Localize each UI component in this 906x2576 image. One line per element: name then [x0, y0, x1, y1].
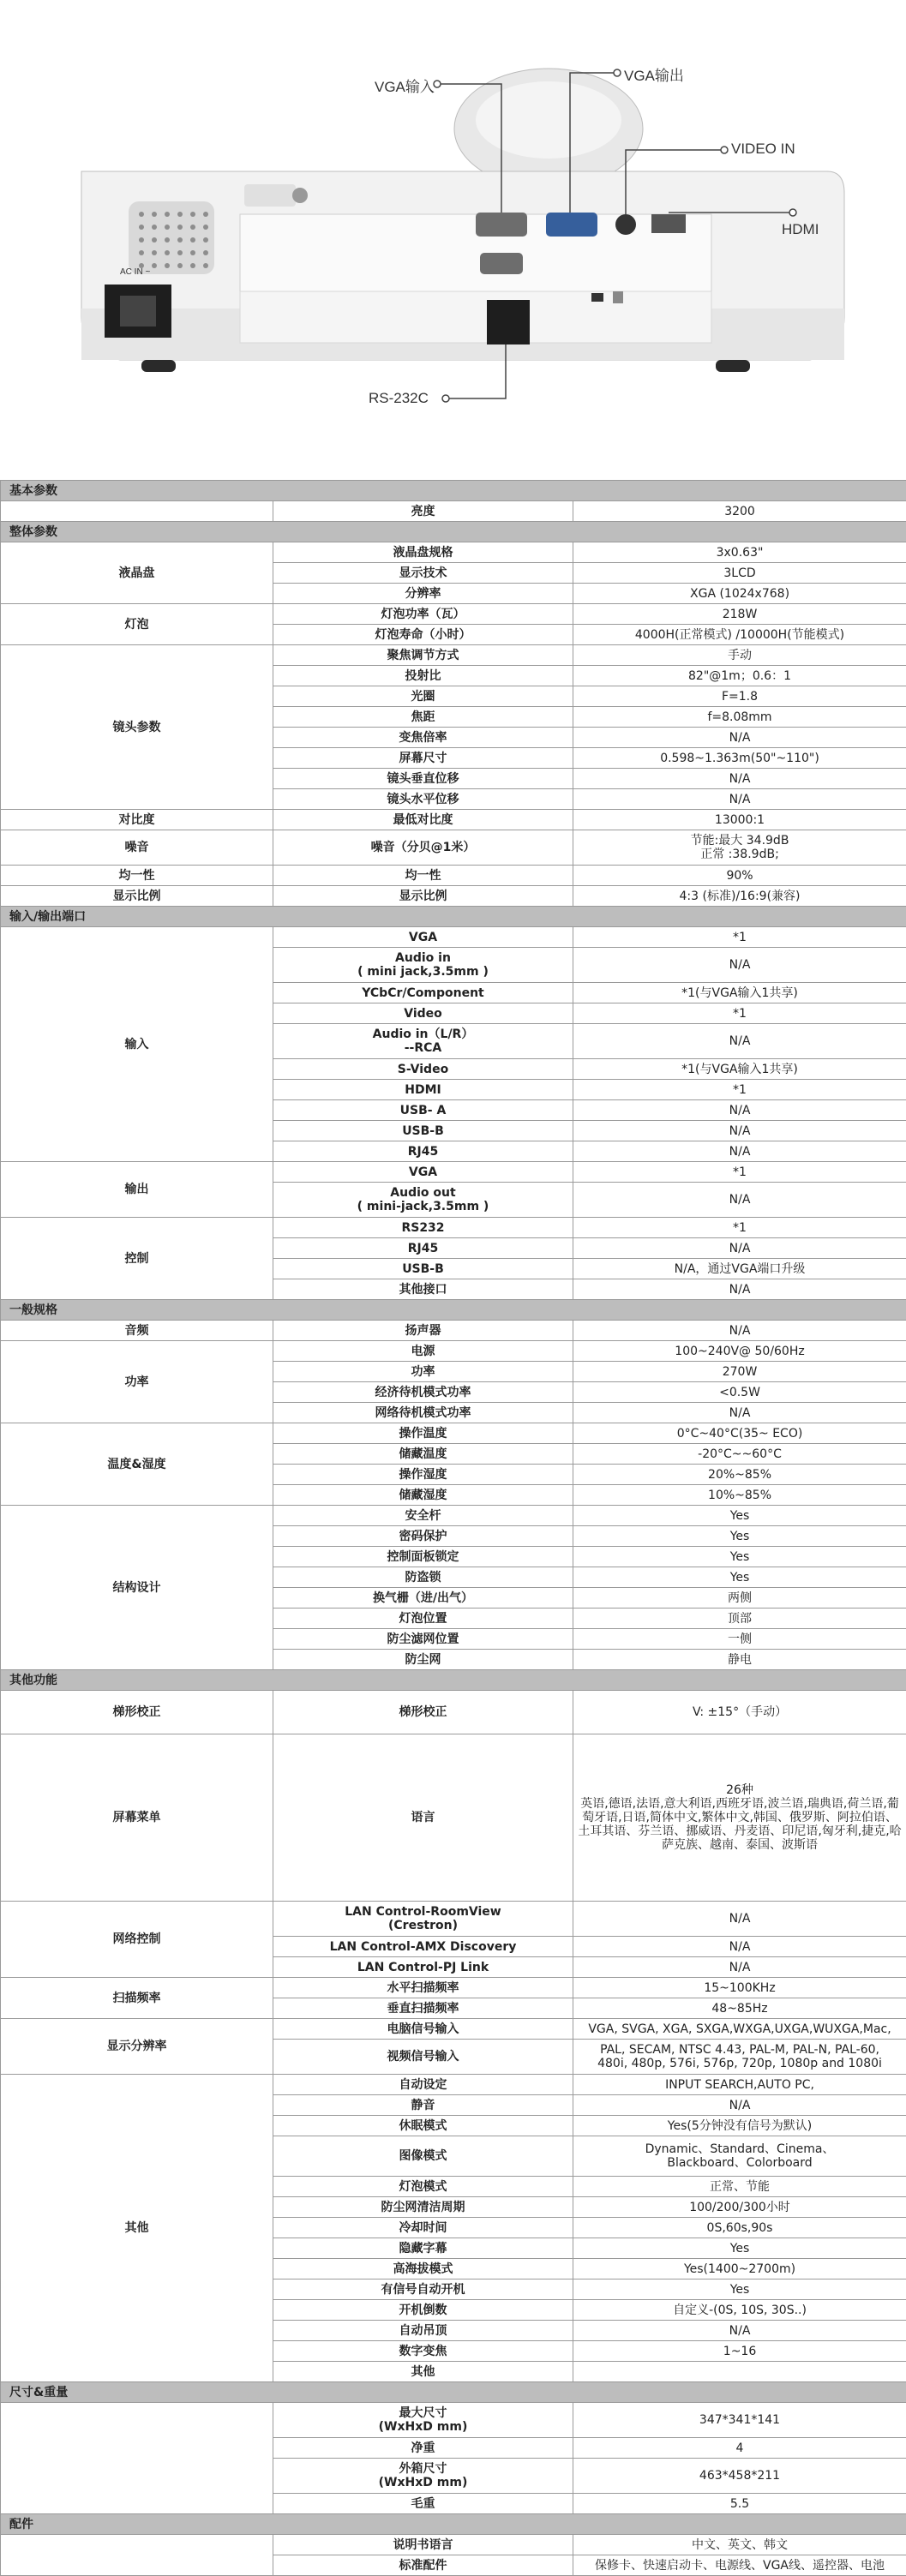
group-label: 音频 [1, 1321, 273, 1341]
param-name: 控制面板锁定 [273, 1547, 573, 1567]
param-name: 亮度 [273, 501, 573, 522]
param-value: N/A [573, 789, 906, 810]
param-value: Yes(5分钟没有信号为默认) [573, 2116, 906, 2136]
param-name: 语言 [273, 1734, 573, 1902]
section-header [1, 1300, 906, 1321]
param-name: 标准配件 [273, 2555, 573, 2576]
param-value: N/A [573, 1321, 906, 1341]
section-header [1, 522, 906, 542]
param-value: 48~85Hz [573, 1998, 906, 2019]
param-name: Audio out ( mini-jack,3.5mm ) [273, 1183, 573, 1218]
param-name: 休眠模式 [273, 2116, 573, 2136]
group-label: 温度&湿度 [1, 1423, 273, 1506]
table-row [1, 1162, 906, 1183]
param-value: Yes [573, 1547, 906, 1567]
param-name: 防尘网 [273, 1650, 573, 1670]
table-row [1, 927, 906, 948]
param-name: 聚焦调节方式 [273, 645, 573, 666]
param-name: 变焦倍率 [273, 728, 573, 748]
projector-illustration [0, 0, 906, 463]
param-value: 5.5 [573, 2494, 906, 2514]
param-value: 两侧 [573, 1588, 906, 1609]
group-label [1, 2403, 273, 2514]
param-value: 3LCD [573, 563, 906, 584]
section-title: 整体参数 [1, 522, 906, 542]
group-label: 屏幕菜单 [1, 1734, 273, 1902]
param-value: N/A [573, 1141, 906, 1162]
section-title: 一般规格 [1, 1300, 906, 1321]
video-in-callout: VIDEO IN [731, 141, 795, 158]
param-value: <0.5W [573, 1382, 906, 1403]
param-name: 操作温度 [273, 1423, 573, 1444]
table-row [1, 810, 906, 830]
param-value: 0°C~40°C(35~ ECO) [573, 1423, 906, 1444]
param-value: VGA, SVGA, XGA, SXGA,WXGA,UXGA,WUXGA,Mac, [573, 2019, 906, 2040]
param-name: 镜头垂直位移 [273, 769, 573, 789]
group-label: 显示比例 [1, 886, 273, 907]
param-value: 26种 英语,德语,法语,意大利语,西班牙语,波兰语,瑞典语,荷兰语,葡萄牙语,日语,简体中文,繁体中文,韩国、俄罗斯、阿拉伯语、土耳其语、芬兰语、挪威语、丹麦语、印尼语,匈牙利,捷克,哈萨克族、越南、泰国、波斯语 [573, 1734, 906, 1902]
param-name: S-Video [273, 1059, 573, 1080]
param-value: 100~240V@ 50/60Hz [573, 1341, 906, 1362]
param-value: 自定义-(0S, 10S, 30S..) [573, 2300, 906, 2321]
param-name: RS232 [273, 1218, 573, 1238]
group-label: 扫描频率 [1, 1978, 273, 2019]
param-value: 3x0.63" [573, 542, 906, 563]
param-name: 防盗锁 [273, 1567, 573, 1588]
section-header [1, 481, 906, 501]
param-name: USB- A [273, 1100, 573, 1121]
param-value: 一侧 [573, 1629, 906, 1650]
section-title: 其他功能 [1, 1670, 906, 1691]
section-title: 基本参数 [1, 481, 906, 501]
param-name: 梯形校正 [273, 1691, 573, 1734]
group-label: 输入 [1, 927, 273, 1162]
param-value: Yes [573, 2279, 906, 2300]
param-value: 82"@1m；0.6：1 [573, 666, 906, 686]
group-label [1, 2535, 273, 2576]
table-row [1, 866, 906, 886]
param-value: N/A [573, 2095, 906, 2116]
table-row [1, 1321, 906, 1341]
section-title: 输入/输出端口 [1, 907, 906, 927]
table-row [1, 501, 906, 522]
group-label: 结构设计 [1, 1506, 273, 1670]
param-value: 15~100KHz [573, 1978, 906, 1998]
param-value: N/A [573, 769, 906, 789]
table-row [1, 1978, 906, 1998]
param-value: Yes [573, 1567, 906, 1588]
param-name: USB-B [273, 1121, 573, 1141]
param-value: Yes [573, 2238, 906, 2259]
section-title: 配件 [1, 2514, 906, 2535]
rs232c-callout: RS-232C [369, 390, 429, 407]
table-row [1, 604, 906, 625]
table-row [1, 1423, 906, 1444]
group-label: 其他 [1, 2075, 273, 2382]
section-header [1, 907, 906, 927]
projector-rear-image [0, 0, 906, 463]
param-name: 视频信号输入 [273, 2040, 573, 2075]
param-value: *1 [573, 1162, 906, 1183]
section-header [1, 1670, 906, 1691]
param-value: N/A [573, 1183, 906, 1218]
param-value: Dynamic、Standard、Cinema、 Blackboard、Colorboard [573, 2136, 906, 2177]
param-value: f=8.08mm [573, 707, 906, 728]
param-name: 防尘网清洁周期 [273, 2197, 573, 2218]
param-name: 功率 [273, 1362, 573, 1382]
table-row [1, 542, 906, 563]
param-value: N/A [573, 1403, 906, 1423]
param-value: 0.598~1.363m(50"~110") [573, 748, 906, 769]
table-row [1, 1218, 906, 1238]
table-row [1, 1734, 906, 1902]
param-name: 有信号自动开机 [273, 2279, 573, 2300]
group-label: 输出 [1, 1162, 273, 1218]
table-row [1, 1691, 906, 1734]
param-name: 分辨率 [273, 584, 573, 604]
param-value: 347*341*141 [573, 2403, 906, 2438]
param-name: 显示技术 [273, 563, 573, 584]
param-value: 4 [573, 2438, 906, 2459]
param-name: 储藏温度 [273, 1444, 573, 1465]
param-name: 最低对比度 [273, 810, 573, 830]
param-value [573, 2362, 906, 2382]
param-value: *1 [573, 1080, 906, 1100]
spec-table-container [0, 480, 906, 2576]
param-name: LAN Control-PJ Link [273, 1957, 573, 1978]
param-name: 安全杆 [273, 1506, 573, 1526]
param-value: V: ±15°（手动） [573, 1691, 906, 1734]
param-name: Audio in ( mini jack,3.5mm ) [273, 948, 573, 983]
table-row [1, 886, 906, 907]
param-name: 自动设定 [273, 2075, 573, 2095]
param-value: Yes [573, 1526, 906, 1547]
param-name: 电脑信号输入 [273, 2019, 573, 2040]
param-name: 换气栅（进/出气） [273, 1588, 573, 1609]
group-label: 控制 [1, 1218, 273, 1300]
param-name: 隐藏字幕 [273, 2238, 573, 2259]
group-label: 均一性 [1, 866, 273, 886]
param-name: 最大尺寸 (WxHxD mm) [273, 2403, 573, 2438]
param-name: 显示比例 [273, 886, 573, 907]
vga-out-callout: VGA输出 [624, 63, 684, 85]
param-name: 均一性 [273, 866, 573, 886]
param-name: 储藏湿度 [273, 1485, 573, 1506]
section-header [1, 2382, 906, 2403]
param-value: 218W [573, 604, 906, 625]
param-name: 外箱尺寸 (WxHxD mm) [273, 2459, 573, 2494]
param-value: *1 [573, 1003, 906, 1024]
param-name: RJ45 [273, 1238, 573, 1259]
param-name: LAN Control-AMX Discovery [273, 1937, 573, 1957]
param-value: *1(与VGA输入1共享) [573, 1059, 906, 1080]
param-name: 自动吊顶 [273, 2321, 573, 2341]
group-label: 液晶盘 [1, 542, 273, 604]
group-label: 噪音 [1, 830, 273, 866]
param-name: 灯泡寿命（小时） [273, 625, 573, 645]
param-value: 0S,60s,90s [573, 2218, 906, 2238]
param-name: RJ45 [273, 1141, 573, 1162]
param-value: 90% [573, 866, 906, 886]
param-value: *1 [573, 927, 906, 948]
param-name: Video [273, 1003, 573, 1024]
param-name: 其他 [273, 2362, 573, 2382]
param-value: 顶部 [573, 1609, 906, 1629]
param-name: LAN Control-RoomView (Crestron) [273, 1902, 573, 1937]
param-name: 开机倒数 [273, 2300, 573, 2321]
param-name: 说明书语言 [273, 2535, 573, 2555]
param-name: 电源 [273, 1341, 573, 1362]
param-value: 保修卡、快速启动卡、电源线、VGA线、遥控器、电池 [573, 2555, 906, 2576]
param-name: 投射比 [273, 666, 573, 686]
param-value: N/A [573, 1100, 906, 1121]
param-name: 经济待机模式功率 [273, 1382, 573, 1403]
param-name: 毛重 [273, 2494, 573, 2514]
param-value: 节能:最大 34.9dB 正常 :38.9dB; [573, 830, 906, 866]
param-value: *1(与VGA输入1共享) [573, 983, 906, 1003]
param-value: N/A [573, 1937, 906, 1957]
param-value: 4:3 (标准)/16:9(兼容) [573, 886, 906, 907]
param-value: N/A [573, 1024, 906, 1059]
param-name: USB-B [273, 1259, 573, 1279]
group-label: 对比度 [1, 810, 273, 830]
param-name: 屏幕尺寸 [273, 748, 573, 769]
param-name: 扬声器 [273, 1321, 573, 1341]
group-label [1, 501, 273, 522]
hdmi-callout: HDMI [782, 221, 819, 238]
param-value: PAL, SECAM, NTSC 4.43, PAL-M, PAL-N, PAL-60, 480i, 480p, 576i, 576p, 720p, 1080p and 1080i [573, 2040, 906, 2075]
param-name: 高海拔模式 [273, 2259, 573, 2279]
section-title: 尺寸&重量 [1, 2382, 906, 2403]
param-value: 正常、节能 [573, 2177, 906, 2197]
table-row [1, 830, 906, 866]
group-label: 网络控制 [1, 1902, 273, 1978]
param-value: N/A [573, 728, 906, 748]
table-row [1, 2075, 906, 2095]
param-name: 操作湿度 [273, 1465, 573, 1485]
group-label: 镜头参数 [1, 645, 273, 810]
param-value: 4000H(正常模式) /10000H(节能模式) [573, 625, 906, 645]
param-value: 中文、英文、韩文 [573, 2535, 906, 2555]
param-name: 数字变焦 [273, 2341, 573, 2362]
param-name: 静音 [273, 2095, 573, 2116]
param-name: 灯泡功率（瓦） [273, 604, 573, 625]
param-value: 静电 [573, 1650, 906, 1670]
param-value: 手动 [573, 645, 906, 666]
param-value: 20%~85% [573, 1465, 906, 1485]
param-name: 图像模式 [273, 2136, 573, 2177]
param-value: -20°C~~60°C [573, 1444, 906, 1465]
param-value: N/A [573, 1238, 906, 1259]
param-name: 液晶盘规格 [273, 542, 573, 563]
param-value: Yes(1400~2700m) [573, 2259, 906, 2279]
table-row [1, 2019, 906, 2040]
param-name: VGA [273, 1162, 573, 1183]
group-label: 灯泡 [1, 604, 273, 645]
table-row [1, 2403, 906, 2438]
param-value: XGA (1024x768) [573, 584, 906, 604]
param-value: 100/200/300小时 [573, 2197, 906, 2218]
param-name: 网络待机模式功率 [273, 1403, 573, 1423]
param-value: 463*458*211 [573, 2459, 906, 2494]
param-value: 13000:1 [573, 810, 906, 830]
param-name: HDMI [273, 1080, 573, 1100]
param-name: 噪音（分贝@1米） [273, 830, 573, 866]
param-name: 冷却时间 [273, 2218, 573, 2238]
param-value: 1~16 [573, 2341, 906, 2362]
group-label: 功率 [1, 1341, 273, 1423]
param-name: 焦距 [273, 707, 573, 728]
param-value: N/A [573, 1957, 906, 1978]
param-value: N/A [573, 2321, 906, 2341]
table-row [1, 645, 906, 666]
param-value: N/A [573, 1279, 906, 1300]
param-name: 灯泡位置 [273, 1609, 573, 1629]
param-name: 垂直扫描频率 [273, 1998, 573, 2019]
param-value: Yes [573, 1506, 906, 1526]
param-value: INPUT SEARCH,AUTO PC, [573, 2075, 906, 2095]
group-label: 显示分辨率 [1, 2019, 273, 2075]
param-name: VGA [273, 927, 573, 948]
param-value: N/A [573, 1121, 906, 1141]
param-value: 10%~85% [573, 1485, 906, 1506]
table-row [1, 1902, 906, 1937]
vga-in-callout: VGA输入 [375, 75, 435, 96]
param-name: 净重 [273, 2438, 573, 2459]
table-row [1, 1341, 906, 1362]
param-value: N/A [573, 948, 906, 983]
table-row [1, 1506, 906, 1526]
param-name: 灯泡模式 [273, 2177, 573, 2197]
param-name: 光圈 [273, 686, 573, 707]
param-name: 密码保护 [273, 1526, 573, 1547]
param-value: 3200 [573, 501, 906, 522]
param-name: YCbCr/Component [273, 983, 573, 1003]
param-name: 水平扫描频率 [273, 1978, 573, 1998]
spec-table [0, 480, 906, 2576]
param-name: 其他接口 [273, 1279, 573, 1300]
param-value: F=1.8 [573, 686, 906, 707]
param-value: *1 [573, 1218, 906, 1238]
table-row [1, 2535, 906, 2555]
param-value: 270W [573, 1362, 906, 1382]
param-name: 镜头水平位移 [273, 789, 573, 810]
group-label: 梯形校正 [1, 1691, 273, 1734]
param-name: Audio in（L/R） --RCA [273, 1024, 573, 1059]
param-value: N/A [573, 1902, 906, 1937]
param-value: N/A，通过VGA端口升级 [573, 1259, 906, 1279]
ac-in-label: AC IN ~ [120, 267, 150, 277]
section-header [1, 2514, 906, 2535]
param-name: 防尘滤网位置 [273, 1629, 573, 1650]
